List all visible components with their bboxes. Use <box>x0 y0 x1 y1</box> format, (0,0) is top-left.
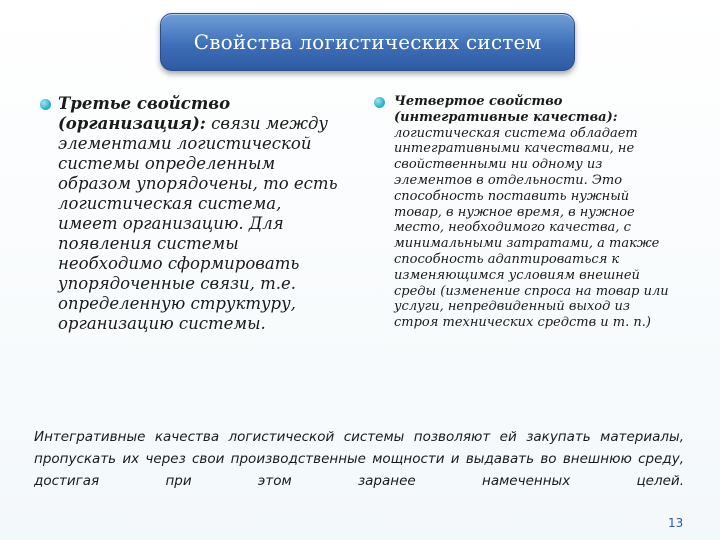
left-text: связи между элементами логистической системы определенным образом упорядочены, то есть логистическая система, имеет организацию. Для появления системы необходимо сформировать упорядоченные связи, т.е. определенную структуру, организацию системы. <box>58 114 338 333</box>
bottom-paragraph: Интегративные качества логистической системы позволяют ей закупать материалы, пропускать их через свои производственные мощности и выдавать во внешнюю среду, достигая при этом заранее намеченных целей. <box>34 429 684 489</box>
page-number: 13 <box>668 516 684 530</box>
bullet-icon <box>40 99 51 110</box>
right-heading: Четвертое свойство <box>394 94 563 109</box>
left-column <box>40 94 340 334</box>
right-paragraph <box>394 94 674 331</box>
left-subheading: (организация): <box>58 114 206 133</box>
right-text: логистическая система обладает интегративными качествами, не свойственными ни одному из элементов в отдельности. Это способность поставить нужный товар, в нужное время, в нужное место, необходимого качества, с минимальными затратами, а также способность адаптироваться к изменяющимся условиям внешней среды (изменение спроса на товар или услуги, непредвиденный выход из строя технических средств и т. п.) <box>394 125 669 331</box>
left-heading: Третье свойство <box>58 94 231 113</box>
left-paragraph <box>58 94 340 334</box>
right-subheading: (интегративные качества): <box>394 109 618 125</box>
slide-title <box>160 13 575 71</box>
bullet-icon <box>374 97 385 108</box>
slide-title-text: Свойства логистических систем <box>193 30 542 54</box>
right-column <box>374 94 674 331</box>
